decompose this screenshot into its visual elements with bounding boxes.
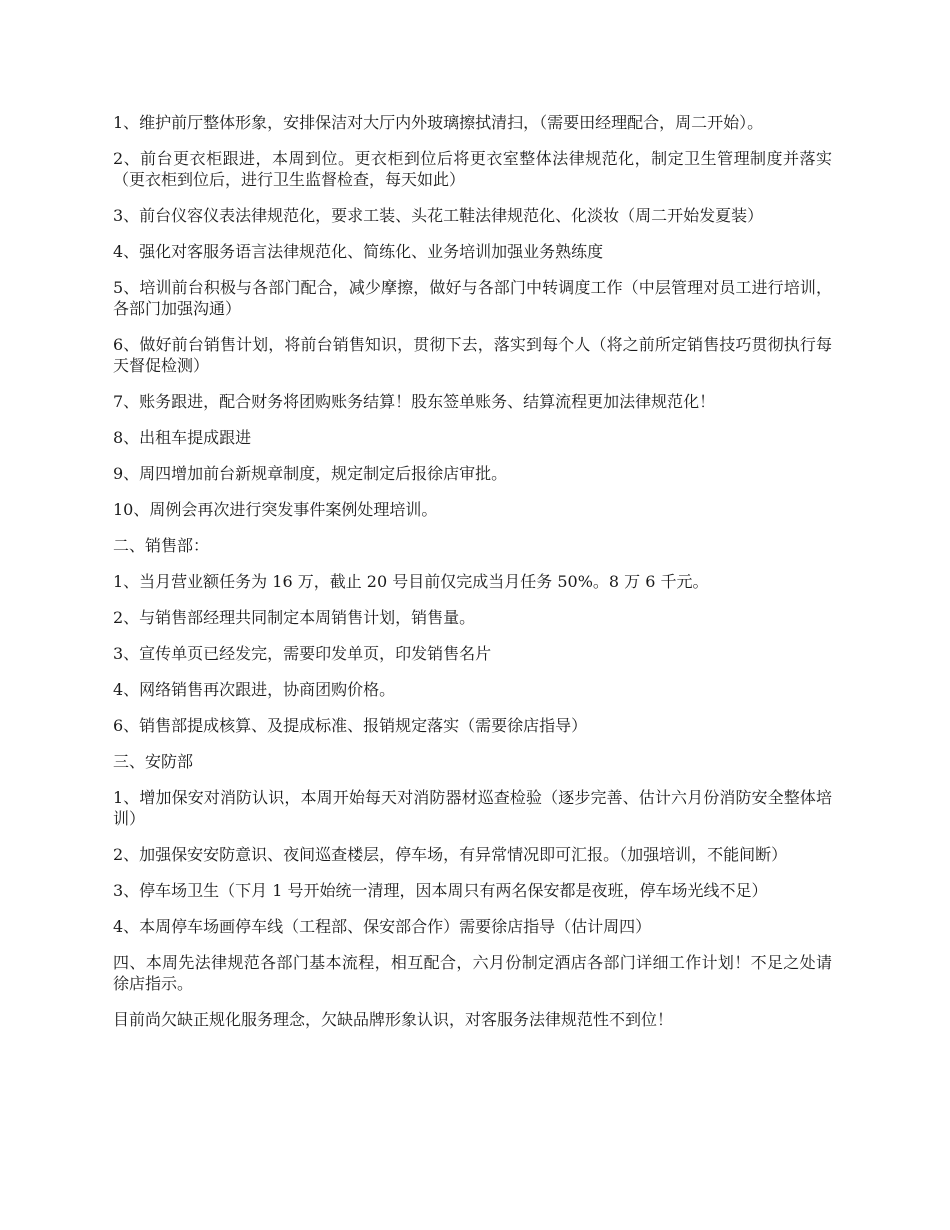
paragraph-sales-3: 3、宣传单页已经发完，需要印发单页，印发销售名片 <box>113 644 492 663</box>
paragraph-front-desk-6: 6、做好前台销售计划，将前台销售知识，贯彻下去，落实到每个人（将之前所定销售技巧贯彻执行每天督促检测） <box>113 335 832 375</box>
section-four-summary: 四、本周先法律规范各部门基本流程，相互配合，六月份制定酒店各部门详细工作计划！不足之处请徐店指示。 <box>113 953 832 993</box>
paragraph-security-2: 2、加强保安安防意识、夜间巡查楼层，停车场，有异常情况即可汇报。（加强培训，不能间断） <box>113 845 788 864</box>
paragraph-sales-1: 1、当月营业额任务为 16 万，截止 20 号目前仅完成当月任务 50%。8 万 6 千元。 <box>113 572 709 591</box>
paragraph-front-desk-4: 4、强化对客服务语言法律规范化、简练化、业务培训加强业务熟练度 <box>113 242 604 261</box>
closing-remark: 目前尚欠缺正规化服务理念，欠缺品牌形象认识，对客服务法律规范性不到位！ <box>113 1010 674 1029</box>
paragraph-sales-2: 2、与销售部经理共同制定本周销售计划，销售量。 <box>113 608 476 627</box>
paragraph-front-desk-5: 5、培训前台积极与各部门配合，减少摩擦，做好与各部门中转调度工作（中层管理对员工进行培训，各部门加强沟通） <box>113 278 832 318</box>
paragraph-security-4: 4、本周停车场画停车线（工程部、保安部合作）需要徐店指导（估计周四） <box>113 917 652 936</box>
paragraph-front-desk-8: 8、出租车提成跟进 <box>113 428 252 447</box>
section-heading-sales: 二、销售部： <box>113 536 210 555</box>
paragraph-sales-4: 4、网络销售再次跟进，协商团购价格。 <box>113 680 396 699</box>
section-heading-security: 三、安防部 <box>113 752 194 771</box>
paragraph-front-desk-10: 10、周例会再次进行突发事件案例处理培训。 <box>113 500 438 519</box>
paragraph-front-desk-9: 9、周四增加前台新规章制度，规定制定后报徐店审批。 <box>113 464 508 483</box>
paragraph-security-1: 1、增加保安对消防认识，本周开始每天对消防器材巡查检验（逐步完善、估计六月份消防安全整体培训） <box>113 788 832 828</box>
paragraph-front-desk-2: 2、前台更衣柜跟进，本周到位。更衣柜到位后将更衣室整体法律规范化，制定卫生管理制度并落实（更衣柜到位后，进行卫生监督检查，每天如此） <box>113 149 832 189</box>
paragraph-sales-6: 6、销售部提成核算、及提成标准、报销规定落实（需要徐店指导） <box>113 716 588 735</box>
paragraph-security-3: 3、停车场卫生（下月 1 号开始统一清理，因本周只有两名保安都是夜班，停车场光线不足） <box>113 881 768 900</box>
paragraph-front-desk-7: 7、账务跟进，配合财务将团购账务结算！股东签单账务、结算流程更加法律规范化！ <box>113 392 716 411</box>
paragraph-front-desk-1: 1、维护前厅整体形象，安排保洁对大厅内外玻璃擦拭清扫，（需要田经理配合，周二开始）。 <box>113 113 764 132</box>
paragraph-front-desk-3: 3、前台仪容仪表法律规范化，要求工装、头花工鞋法律规范化、化淡妆（周二开始发夏装） <box>113 206 764 225</box>
